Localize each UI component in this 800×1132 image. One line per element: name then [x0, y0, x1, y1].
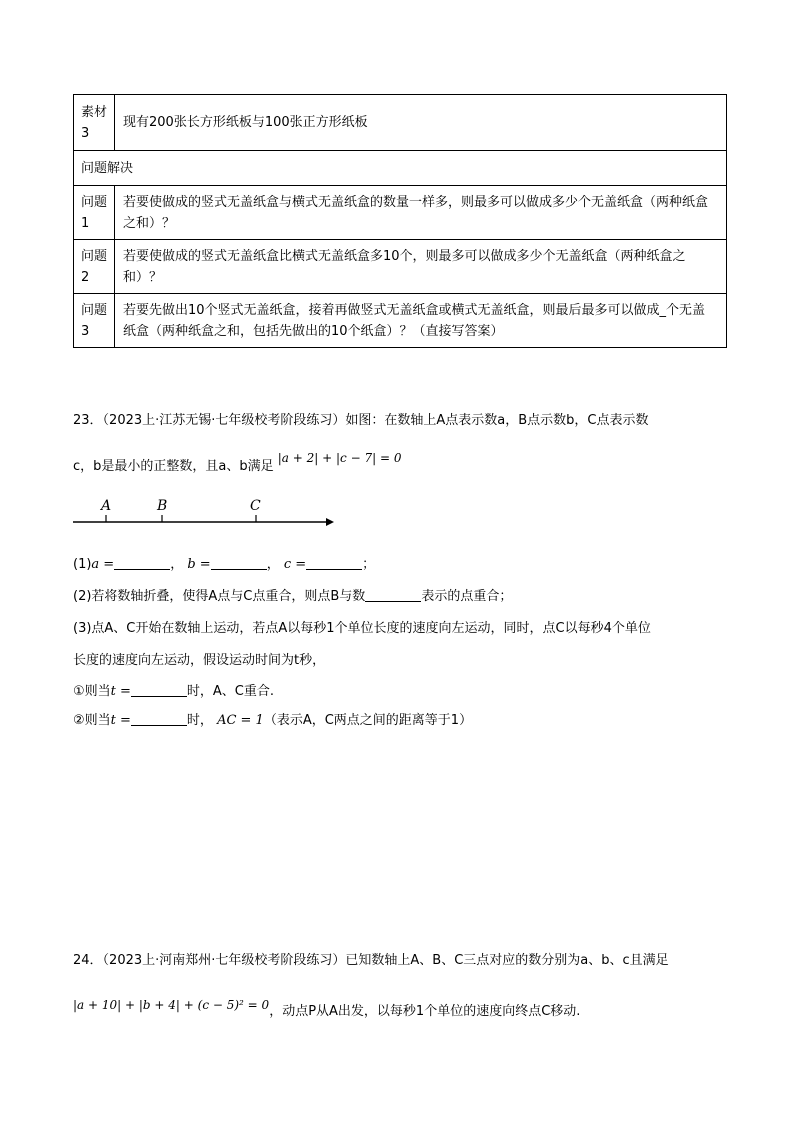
- formula: t =: [110, 684, 131, 699]
- row-text: 若要使做成的竖式无盖纸盒比横式无盖纸盒多10个，则最多可以做成多少个无盖纸盒（两种纸盒之和）？: [115, 240, 727, 294]
- question-number: 24．: [73, 953, 103, 968]
- question-source: （2023上·河南郑州·七年级校考阶段练习）: [102, 953, 346, 968]
- part-text: 表示的点重合；: [421, 589, 513, 604]
- condition-formula: |a + 10| + |b + 4| + (c − 5)² = 0: [73, 998, 270, 1012]
- formula: c =: [283, 557, 307, 572]
- q24-stem-line2: [73, 1000, 580, 1019]
- table-row: [74, 151, 727, 186]
- answer-blank[interactable]: [306, 555, 362, 570]
- question-number: 23．: [73, 413, 103, 428]
- formula: a =: [91, 557, 115, 572]
- condition-formula: |a + 2| + |c − 7| = 0: [277, 451, 402, 465]
- q23-part3-line2: 长度的速度向左运动，假设运动时间为t秒，: [73, 653, 326, 668]
- table-row: [74, 95, 727, 151]
- part-text: 时，: [186, 713, 213, 728]
- row-label: 素材3: [74, 95, 115, 151]
- row-text: 若要先做出10个竖式无盖纸盒，接着再做竖式无盖纸盒或横式无盖纸盒，则最后最多可以做成_个无盖纸盒（两种纸盒之和，包括先做出的10个纸盒）？（直接写答案）: [115, 294, 727, 348]
- answer-blank[interactable]: [211, 555, 267, 570]
- point-b-label: B: [157, 498, 168, 514]
- q23-sub2: [73, 709, 472, 728]
- part-text: （表示A，C两点之间的距离等于1）: [263, 713, 473, 728]
- table-row: [74, 240, 727, 294]
- table-row: [74, 186, 727, 240]
- question-stem: ，动点P从A出发，以每秒1个单位的速度向终点C移动.: [269, 1004, 581, 1019]
- answer-blank[interactable]: [114, 555, 170, 570]
- point-a-label: A: [101, 498, 112, 514]
- question-stem: 已知数轴上A、B、C三点对应的数分别为a、b、c且满足: [345, 953, 669, 968]
- question-source: （2023上·江苏无锡·七年级校考阶段练习）: [102, 413, 346, 428]
- q23-sub1: [73, 680, 274, 699]
- q23-heading: [73, 409, 649, 428]
- q24-heading: [73, 949, 669, 968]
- question-stem: c，b是最小的正整数，且a、b满足: [73, 459, 274, 474]
- answer-blank[interactable]: [365, 587, 421, 602]
- formula: b =: [187, 557, 211, 572]
- q23-part3-line1: (3)点A、C开始在数轴上运动，若点A以每秒1个单位长度的速度向左运动，同时，点C以每秒4个单位: [73, 621, 651, 636]
- q23-stem-line2: [73, 451, 402, 474]
- material-table: [73, 94, 727, 348]
- row-text: 若要使做成的竖式无盖纸盒与横式无盖纸盒的数量一样多，则最多可以做成多少个无盖纸盒（两种纸盒之和）？: [115, 186, 727, 240]
- q23-part1: (1)a = ， b = ， c = ；: [73, 557, 376, 572]
- table-row: [74, 294, 727, 348]
- section-header: 问题解决: [74, 151, 727, 186]
- answer-blank[interactable]: [131, 682, 187, 697]
- part-text: 时，A、C重合.: [186, 684, 275, 699]
- q23-part2: [73, 585, 512, 604]
- formula: t =: [110, 713, 131, 728]
- answer-blank[interactable]: [131, 711, 187, 726]
- part-text: ②则当: [73, 713, 111, 728]
- point-c-label: C: [250, 498, 261, 514]
- row-label: 问题1: [74, 186, 115, 240]
- part-text: ①则当: [73, 684, 111, 699]
- part-number: (1): [73, 557, 92, 572]
- row-label: 问题2: [74, 240, 115, 294]
- question-stem: 如图：在数轴上A点表示数a，B点示数b，C点表示数: [345, 413, 649, 428]
- row-text: 现有200张长方形纸板与100张正方形纸板: [115, 95, 727, 151]
- part-text: (2)若将数轴折叠，使得A点与C点重合，则点B与数: [73, 589, 366, 604]
- formula: AC = 1: [217, 713, 264, 728]
- row-label: 问题3: [74, 294, 115, 348]
